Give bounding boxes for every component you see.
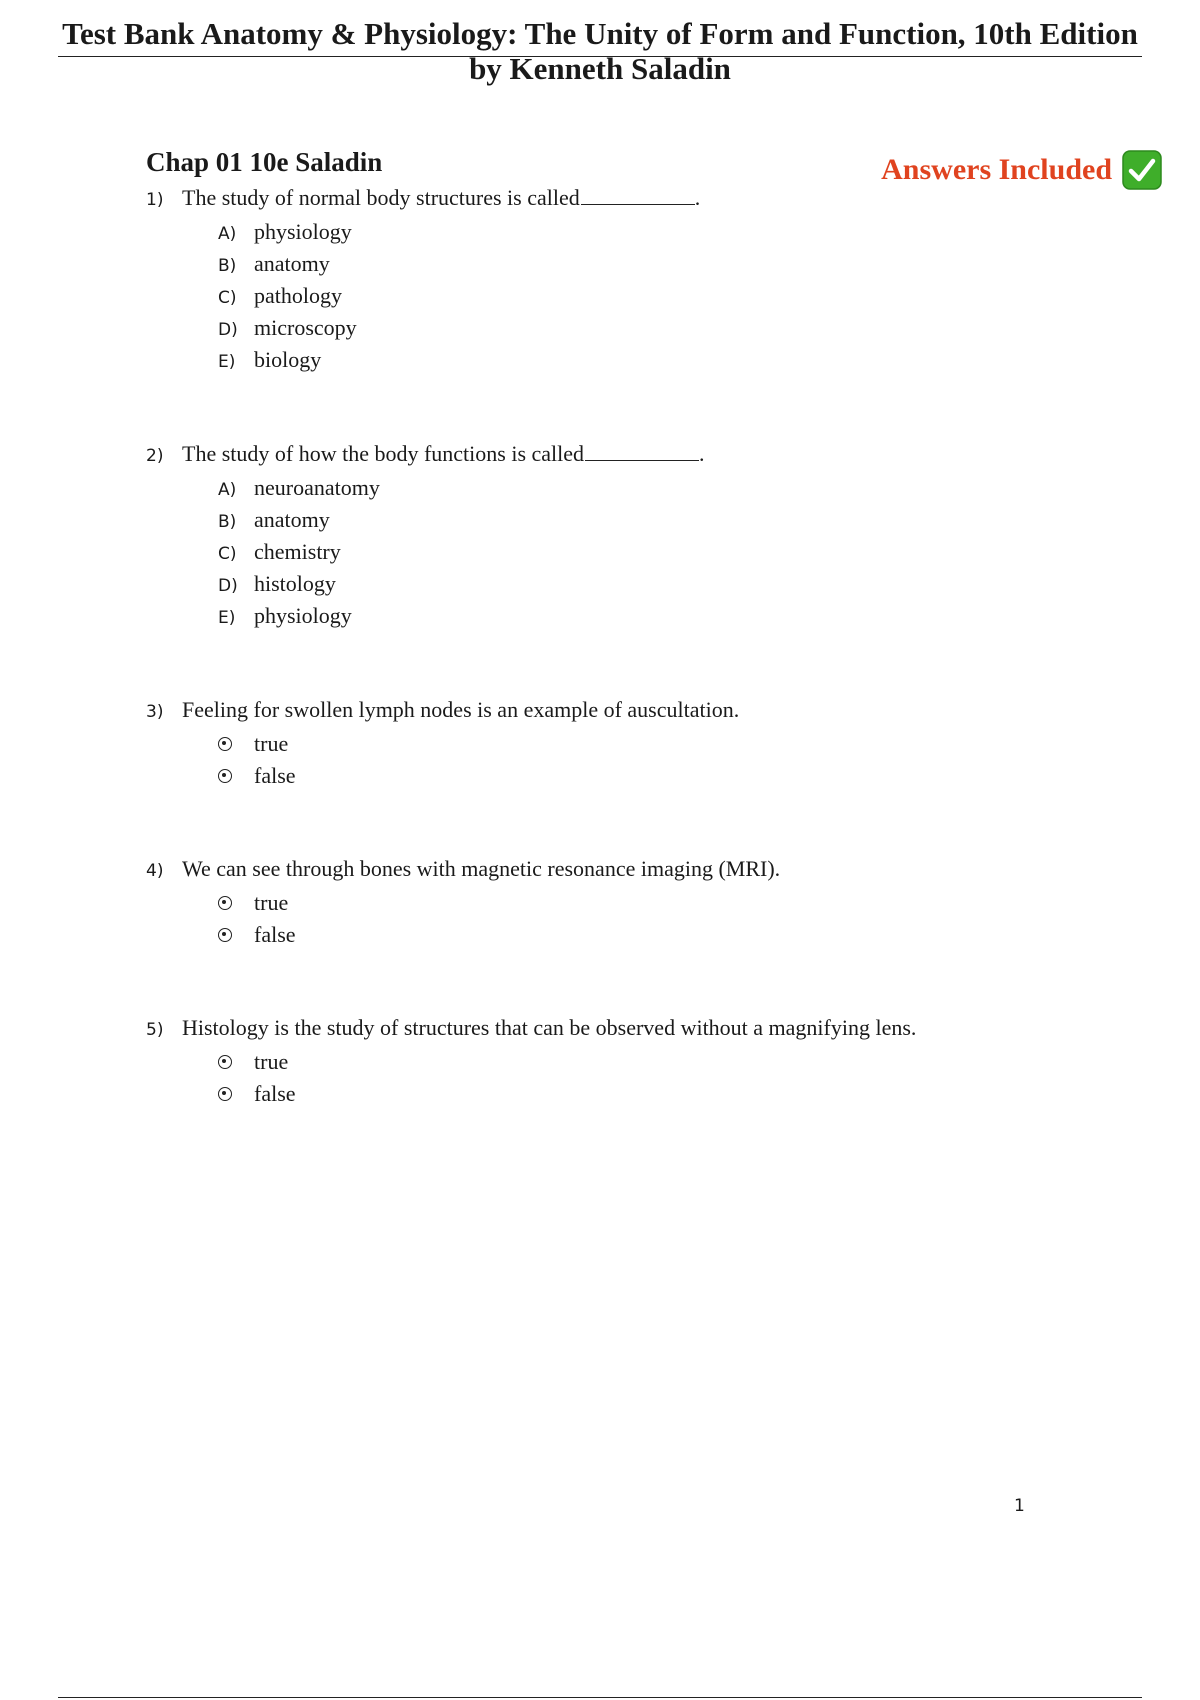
option-c[interactable]	[218, 536, 705, 568]
option-true[interactable]	[218, 887, 780, 919]
answers-included-label: Answers Included	[881, 153, 1112, 186]
check-mark-icon	[1122, 150, 1162, 190]
option-text: chemistry	[254, 539, 341, 564]
radio-button-icon[interactable]	[218, 896, 254, 910]
option-text: false	[254, 1081, 296, 1106]
option-true[interactable]	[218, 728, 739, 760]
radio-button-icon[interactable]	[218, 1055, 254, 1069]
option-b[interactable]	[218, 504, 705, 536]
option-e[interactable]	[218, 600, 705, 632]
question-number: 4)	[146, 861, 164, 881]
radio-button-icon[interactable]	[218, 769, 254, 783]
option-d[interactable]	[218, 568, 705, 600]
options-list	[218, 887, 780, 951]
option-letter: A)	[218, 224, 237, 244]
option-text: true	[254, 1049, 289, 1074]
option-text: true	[254, 890, 289, 915]
page-number: 1	[1014, 1496, 1025, 1516]
options-list	[218, 472, 705, 632]
question-text: Histology is the study of structures that can be observed without a magnifying lens.	[182, 1015, 917, 1040]
document-title-line-2: by Kenneth Saladin	[469, 51, 731, 86]
footer-rule	[58, 1697, 1142, 1698]
option-letter: E)	[218, 608, 236, 628]
radio-button-icon[interactable]	[218, 928, 254, 942]
answers-included-badge	[881, 150, 1162, 190]
question-5	[146, 1012, 916, 1110]
option-text: false	[254, 763, 296, 788]
option-letter: B)	[218, 256, 237, 276]
option-text: anatomy	[254, 507, 330, 532]
option-letter: D)	[218, 320, 238, 340]
question-1	[146, 182, 700, 376]
option-letter: B)	[218, 512, 237, 532]
option-text: pathology	[254, 283, 342, 308]
question-text: The study of how the body functions is called .	[182, 441, 705, 466]
question-3	[146, 694, 739, 792]
option-text: anatomy	[254, 251, 330, 276]
option-text: physiology	[254, 603, 352, 628]
option-letter: C)	[218, 544, 237, 564]
question-number: 2)	[146, 446, 164, 466]
option-text: microscopy	[254, 315, 357, 340]
option-text: neuroanatomy	[254, 475, 380, 500]
radio-button-icon[interactable]	[218, 737, 254, 751]
question-4	[146, 853, 780, 951]
question-number: 5)	[146, 1020, 164, 1040]
option-letter: E)	[218, 352, 236, 372]
option-true[interactable]	[218, 1046, 916, 1078]
option-text: biology	[254, 347, 322, 372]
question-text: Feeling for swollen lymph nodes is an example of auscultation.	[182, 697, 740, 722]
answer-blank	[581, 186, 695, 205]
question-2	[146, 438, 705, 632]
option-false[interactable]	[218, 1078, 916, 1110]
question-text: We can see through bones with magnetic resonance imaging (MRI).	[182, 856, 781, 881]
option-letter: A)	[218, 480, 237, 500]
option-b[interactable]	[218, 248, 700, 280]
answer-blank	[585, 442, 699, 461]
options-list	[218, 1046, 916, 1110]
option-text: false	[254, 922, 296, 947]
option-d[interactable]	[218, 312, 700, 344]
document-title	[40, 16, 1160, 86]
option-c[interactable]	[218, 280, 700, 312]
question-number: 3)	[146, 702, 164, 722]
radio-button-icon[interactable]	[218, 1087, 254, 1101]
option-text: physiology	[254, 219, 352, 244]
question-text: The study of normal body structures is called .	[182, 185, 701, 210]
question-number: 1)	[146, 190, 164, 210]
option-letter: C)	[218, 288, 237, 308]
options-list	[218, 728, 739, 792]
title-underline	[58, 56, 1142, 57]
document-title-line-1: Test Bank Anatomy & Physiology: The Unity of Form and Function, 10th Edition	[62, 16, 1138, 51]
option-text: true	[254, 731, 289, 756]
option-false[interactable]	[218, 760, 739, 792]
option-false[interactable]	[218, 919, 780, 951]
option-e[interactable]	[218, 344, 700, 376]
option-a[interactable]	[218, 216, 700, 248]
option-text: histology	[254, 571, 336, 596]
chapter-heading: Chap 01 10e Saladin	[146, 147, 383, 177]
option-letter: D)	[218, 576, 238, 596]
option-a[interactable]	[218, 472, 705, 504]
options-list	[218, 216, 700, 376]
